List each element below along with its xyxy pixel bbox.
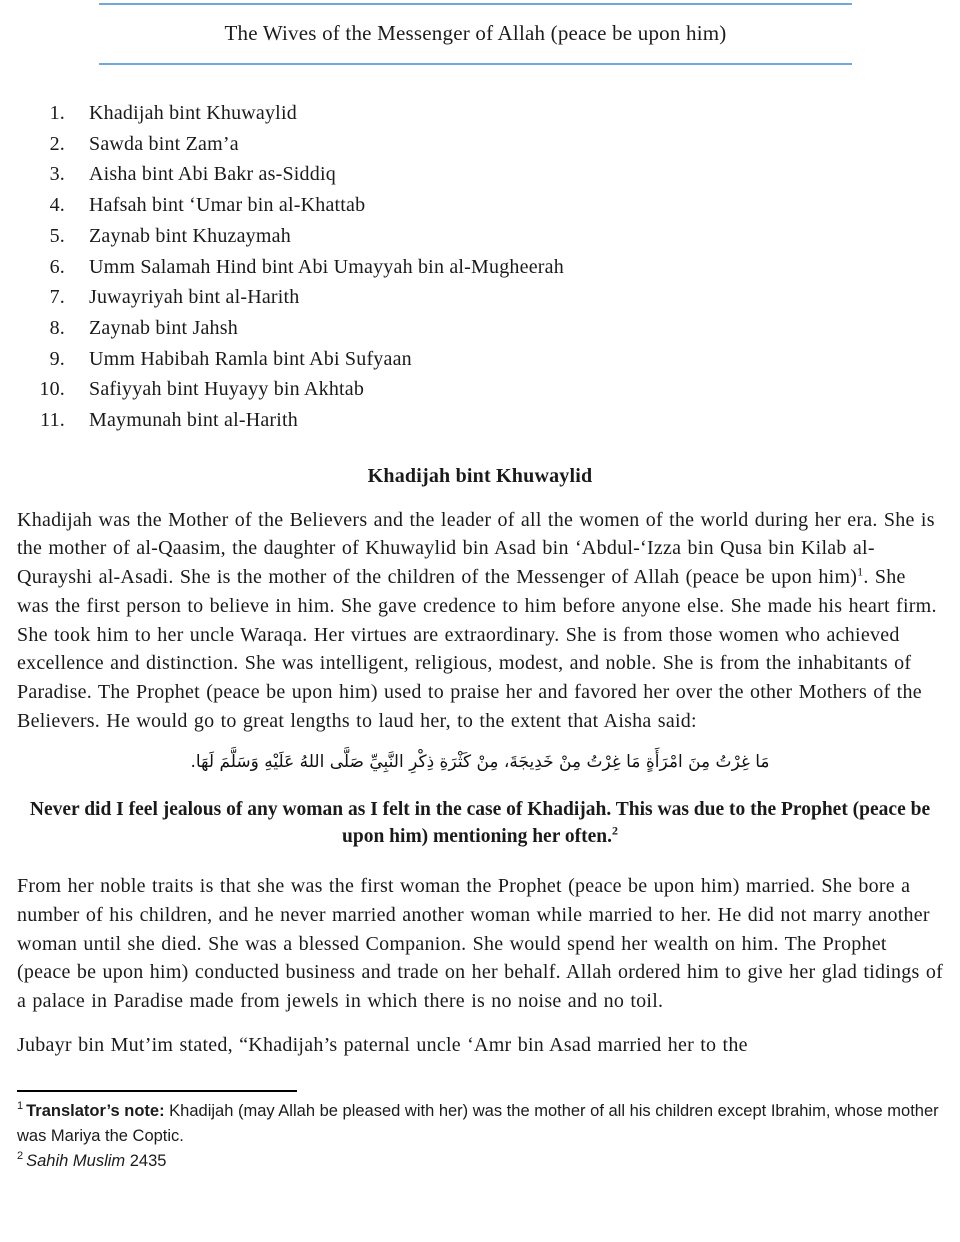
- list-item-name: Zaynab bint Jahsh: [89, 316, 238, 339]
- list-item-name: Khadijah bint Khuwaylid: [89, 102, 297, 124]
- paragraph-1-text: Khadijah was the Mother of the Believers and the leader of all the women of the world during her era. She is the mother of al-Qaasim, the daughter of Khuwaylid bin Asad bin ‘Abdul-‘Izza bin Qusa bin Kilab al-Qurayshi al-Asadi. She is the mother of the children of the Messenger of Allah (peace be upon him): [17, 508, 935, 589]
- paragraph-1: [17, 506, 943, 736]
- list-item: [17, 344, 943, 375]
- footnote-2: [17, 1149, 943, 1174]
- list-item: [17, 282, 943, 313]
- list-item-number: 11.: [40, 409, 65, 432]
- list-item-name: Hafsah bint ‘Umar bin al-Khattab: [89, 194, 366, 217]
- list-item-number: 1.: [49, 102, 65, 124]
- list-item: [17, 129, 943, 160]
- footnote-1-marker: 1: [17, 1100, 24, 1113]
- footnote-1-label: Translator’s note:: [26, 1101, 165, 1120]
- arabic-hadith-text: مَا غِرْتُ مِنَ امْرَأَةٍ مَا غِرْتُ مِنْ خَدِيجَةَ، مِنْ كَثْرَةِ ذِكْرِ النَّبِيِّ صَلَّى اللهُ عَلَيْهِ وَسَلَّمَ لَهَا.: [190, 752, 770, 773]
- paragraph-3: Jubayr bin Mut’im stated, “Khadijah’s paternal uncle ‘Amr bin Asad married her to the: [17, 1033, 748, 1056]
- list-item-name: Zaynab bint Khuzaymah: [89, 224, 291, 247]
- list-item-name: Maymunah bint al-Harith: [89, 409, 298, 432]
- list-item-number: 9.: [49, 347, 65, 370]
- paragraph-2: From her noble traits is that she was the first woman the Prophet (peace be upon him) married. She bore a number of his children, and he never married another woman while married to her. He did not marry another woman until she died. She was a blessed Companion. She would spend her wealth on him. The Prophet (peace be upon him) conducted business and trade on her behalf. Allah ordered him to give her glad tidings of a palace in Paradise made from jewels in which there is no noise and no toil.: [17, 875, 943, 1013]
- list-item-number: 5.: [49, 224, 65, 247]
- list-item-number: 3.: [49, 163, 65, 186]
- footnote-2-number: 2435: [125, 1151, 167, 1170]
- list-item: [17, 159, 943, 190]
- list-item-number: 6.: [49, 255, 65, 278]
- footnote-area: [17, 1090, 943, 1174]
- list-item: [17, 374, 943, 405]
- list-item: [17, 252, 943, 283]
- list-item-name: Sawda bint Zam’a: [89, 132, 239, 155]
- list-item-name: Safiyyah bint Huyayy bin Akhtab: [89, 378, 365, 401]
- footnote-separator: [17, 1090, 297, 1092]
- list-item-name: Umm Salamah Hind bint Abi Umayyah bin al-Mugheerah: [89, 255, 564, 278]
- page-title: The Wives of the Messenger of Allah (peace be upon him): [224, 21, 727, 45]
- section-heading: Khadijah bint Khuwaylid: [367, 464, 593, 487]
- list-item: [17, 98, 943, 129]
- list-item-name: Aisha bint Abi Bakr as-Siddiq: [89, 163, 336, 186]
- list-item: [17, 405, 943, 436]
- list-item-number: 2.: [49, 132, 65, 155]
- footnote-ref-1: 1: [857, 564, 864, 579]
- quote-text: Never did I feel jealous of any woman as I felt in the case of Khadijah. This was due to the Prophet (peace be upon him) mentioning her often.: [29, 799, 931, 848]
- list-item: [17, 313, 943, 344]
- footnote-ref-2: 2: [611, 823, 618, 838]
- page-header: [99, 3, 852, 65]
- footnote-1-text: Khadijah (may Allah be pleased with her) was the mother of all his children except Ibrahim, whose mother was Mariya the Coptic.: [17, 1101, 939, 1145]
- list-item-name: Umm Habibah Ramla bint Abi Sufyaan: [89, 347, 412, 370]
- footnote-2-marker: 2: [17, 1150, 24, 1163]
- footnote-2-source: Sahih Muslim: [26, 1151, 126, 1170]
- list-item-number: 7.: [49, 286, 65, 309]
- hadith-translation-quote: [17, 796, 943, 850]
- list-item-number: 10.: [39, 378, 65, 401]
- list-item-number: 4.: [49, 194, 65, 217]
- list-item-name: Juwayriyah bint al-Harith: [89, 286, 300, 309]
- wives-list: [17, 98, 943, 436]
- list-item: [17, 190, 943, 221]
- document-page: [0, 3, 960, 1242]
- list-item: [17, 221, 943, 252]
- paragraph-1-text-continued: . She was the first person to believe in him. She gave credence to him before anyone else. She made his heart firm. She took him to her uncle Waraqa. Her virtues are extraordinary. She is from those women who achieved excellence and distinction. She was intelligent, religious, modest, and noble. She is from the inhabitants of Paradise. The Prophet (peace be upon him) used to praise her and favored her over the other Mothers of the Believers. He would go to great lengths to laud her, to the extent that Aisha said:: [17, 566, 937, 732]
- footnote-1: [17, 1099, 943, 1149]
- list-item-number: 8.: [49, 316, 65, 339]
